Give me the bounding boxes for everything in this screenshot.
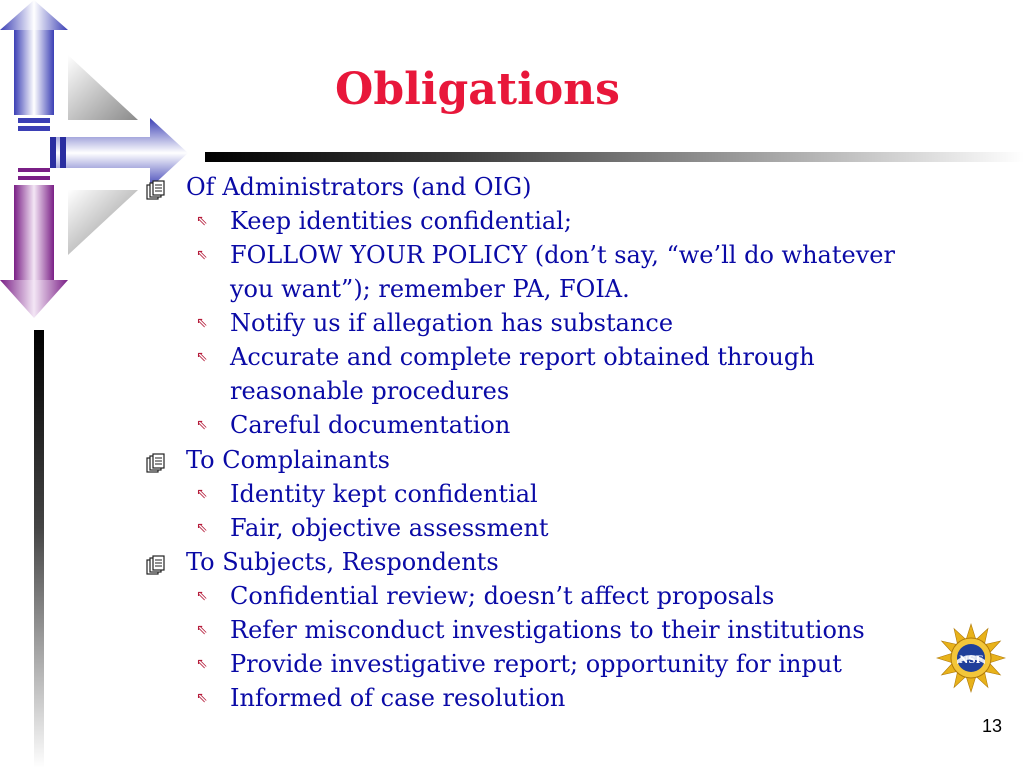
section-heading: Of Administrators (and OIG) <box>186 173 532 201</box>
page-number: 13 <box>981 716 1002 736</box>
list-item-continuation: you want”); remember PA, FOIA. <box>230 275 630 303</box>
section-heading: To Subjects, Respondents <box>186 548 499 576</box>
arrow-up-left-icon: ⇖ <box>196 656 208 672</box>
list-item: FOLLOW YOUR POLICY (don’t say, “we’ll do whatever <box>230 241 895 269</box>
list-item: Careful documentation <box>230 411 511 439</box>
svg-text:NSF: NSF <box>959 655 983 666</box>
arrow-up-left-icon: ⇖ <box>196 622 208 638</box>
arrow-up-left-icon: ⇖ <box>196 520 208 536</box>
arrow-up-left-icon: ⇖ <box>196 213 208 229</box>
list-item: Provide investigative report; opportunity for input <box>230 650 842 678</box>
arrow-up-left-icon: ⇖ <box>196 315 208 331</box>
list-item: Notify us if allegation has substance <box>230 309 674 337</box>
list-item: Confidential review; doesn’t affect proposals <box>230 582 775 610</box>
list-item: Informed of case resolution <box>230 684 566 712</box>
notepad-stack-icon <box>146 555 166 577</box>
arrow-up-left-icon: ⇖ <box>196 588 208 604</box>
arrow-up-left-icon: ⇖ <box>196 486 208 502</box>
arrow-up-left-icon: ⇖ <box>196 247 208 263</box>
notepad-stack-icon <box>146 180 166 202</box>
list-item: Refer misconduct investigations to their institutions <box>230 616 865 644</box>
arrow-up-left-icon: ⇖ <box>196 349 208 365</box>
list-item: Fair, objective assessment <box>230 514 549 542</box>
slide-title: Obligations <box>335 64 620 115</box>
arrow-up-left-icon: ⇖ <box>196 417 208 433</box>
list-item: Keep identities confidential; <box>230 207 572 235</box>
section-heading: To Complainants <box>186 446 390 474</box>
list-item: Identity kept confidential <box>230 480 538 508</box>
notepad-stack-icon <box>146 453 166 475</box>
nsf-logo <box>935 622 1007 694</box>
list-item-continuation: reasonable procedures <box>230 377 510 405</box>
list-item: Accurate and complete report obtained through <box>230 343 815 371</box>
arrow-up-left-icon: ⇖ <box>196 690 208 706</box>
